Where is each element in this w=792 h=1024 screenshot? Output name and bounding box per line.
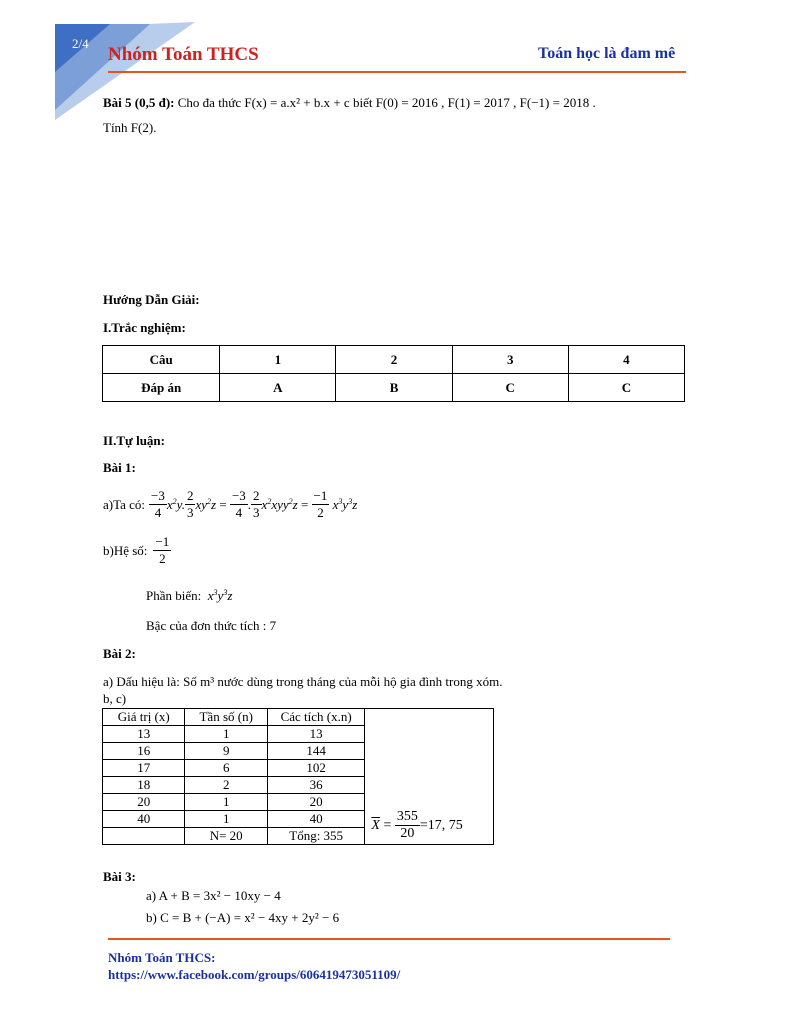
total-n: N= 20 <box>185 828 267 845</box>
table-cell <box>103 828 185 845</box>
coefficient-fraction <box>153 534 171 567</box>
table-cell: 2 <box>185 777 267 794</box>
table-cell: 144 <box>267 743 364 760</box>
answer-cell: Đáp án <box>103 374 220 402</box>
part2-title: II.Tự luận: <box>103 433 165 448</box>
bai2-a-text: a) Dấu hiệu là: Số m³ nước dùng trong tháng của mỗi hộ gia đình trong xóm. <box>103 674 503 689</box>
answer-header-cell: 1 <box>220 346 336 374</box>
answer-cell: B <box>336 374 452 402</box>
bai1-degree: Bậc của đơn thức tích : 7 <box>146 618 277 633</box>
fraction: $\frac{-3}{4}$ <box>231 488 246 520</box>
table-header-cell: Tần số (n) <box>185 709 267 726</box>
bai1-a-prefix: a)Ta có: <box>103 496 146 512</box>
bai3-b: b) C = B + (−A) = x² − 4xy + 2y² − 6 <box>146 910 340 925</box>
answer-cell: A <box>220 374 336 402</box>
answer-cell: C <box>452 374 568 402</box>
mean-symbol: $\overline{X}$ <box>371 817 380 833</box>
fraction: $\frac{2}{3}$ <box>253 488 260 520</box>
table-cell: 40 <box>103 811 185 828</box>
table-cell: 16 <box>103 743 185 760</box>
problem5-label: Bài 5 (0,5 đ): <box>103 95 175 110</box>
fraction: $\frac{-3}{4}$ <box>151 488 165 520</box>
part1-title: I.Trắc nghiệm: <box>103 320 186 335</box>
bai1-a-formula: a)Ta có: $\frac{-3}{4}$ $x^2y$. $\frac{2}{3}$ $xy^2z$ = $\frac{-3}{4}$ . $\frac{2}{3}$ $x^2xyy^2z$ = $\frac{-1}{2}$ $x^3y^3z$ <box>103 488 358 520</box>
bai1-label: Bài 1: <box>103 460 136 475</box>
table-cell: 9 <box>185 743 267 760</box>
bai2-bc-label: b, c) <box>103 691 127 706</box>
mean-fraction <box>395 809 420 842</box>
table-cell: 1 <box>185 811 267 828</box>
table-header-cell: Giá trị (x) <box>103 709 185 726</box>
problem5-question: Tính F(2). <box>103 120 157 135</box>
total-product: Tổng: 355 <box>267 828 364 845</box>
table-cell: 1 <box>185 794 267 811</box>
table-cell: 20 <box>267 794 364 811</box>
page-number: 2/4 <box>72 36 89 51</box>
answer-table <box>102 345 685 402</box>
table-cell: 6 <box>185 760 267 777</box>
table-cell: 13 <box>103 726 185 743</box>
answer-header-cell: 3 <box>452 346 568 374</box>
problem5-polynomial: F(x) = a.x² + b.x + c <box>244 95 350 110</box>
mean-cell <box>365 709 494 845</box>
fraction: $\frac{2}{3}$ <box>186 488 194 520</box>
bai3-a: a) A + B = 3x² − 10xy − 4 <box>146 888 281 903</box>
bai1-variable: Phần biến: $x^3y^3z$ <box>146 588 233 603</box>
table-cell: 1 <box>185 726 267 743</box>
mean-value: =17, 75 <box>419 817 463 833</box>
table-cell: 36 <box>267 777 364 794</box>
header-group-name: Nhóm Toán THCS <box>108 44 259 65</box>
table-cell: 20 <box>103 794 185 811</box>
footer-group-name: Nhóm Toán THCS: <box>108 950 216 965</box>
table-header-cell: Các tích (x.n) <box>267 709 364 726</box>
mean-numerator: 355 <box>396 809 418 824</box>
table-cell: 40 <box>267 811 364 828</box>
mean-formula: $\overline{X}$ = $\frac{355}{20}$ =17, 75 <box>371 809 463 841</box>
bai1-b-coefficient <box>103 534 171 567</box>
header-motto: Toán học là đam mê <box>538 45 676 62</box>
answer-header-cell: 4 <box>568 346 684 374</box>
solution-title: Hướng Dẫn Giải: <box>103 292 200 307</box>
mean-denominator: 20 <box>400 826 415 841</box>
header-divider <box>108 71 686 73</box>
answer-header-cell: Câu <box>103 346 220 374</box>
fraction: $\frac{-1}{2}$ <box>313 488 328 520</box>
answer-header-cell: 2 <box>336 346 452 374</box>
answer-table-answer-row <box>103 374 685 402</box>
bai2-label: Bài 2: <box>103 646 136 661</box>
table-row <box>103 709 494 726</box>
footer-divider <box>108 938 670 940</box>
problem5-statement <box>103 95 596 111</box>
answer-cell: C <box>568 374 684 402</box>
table-cell: 18 <box>103 777 185 794</box>
problem5-conditions: F(0) = 2016 , F(1) = 2017 , F(−1) = 2018 . <box>375 95 596 110</box>
problem5-condition-word: biết <box>352 95 373 110</box>
bai1-variable-label: Phần biến: <box>146 588 202 603</box>
problem5-intro: Cho đa thức <box>177 95 242 110</box>
bai3-label: Bài 3: <box>103 869 136 884</box>
table-cell: 13 <box>267 726 364 743</box>
table-cell: 17 <box>103 760 185 777</box>
footer-url-link[interactable]: https://www.facebook.com/groups/606419473051109/ <box>108 967 401 982</box>
coefficient-denominator: 2 <box>159 551 166 566</box>
answer-table-header-row <box>103 346 685 374</box>
bai1-b-prefix: b)Hệ số: <box>103 542 148 558</box>
frequency-table <box>102 708 494 845</box>
coefficient-numerator: −1 <box>155 534 170 549</box>
table-cell: 102 <box>267 760 364 777</box>
